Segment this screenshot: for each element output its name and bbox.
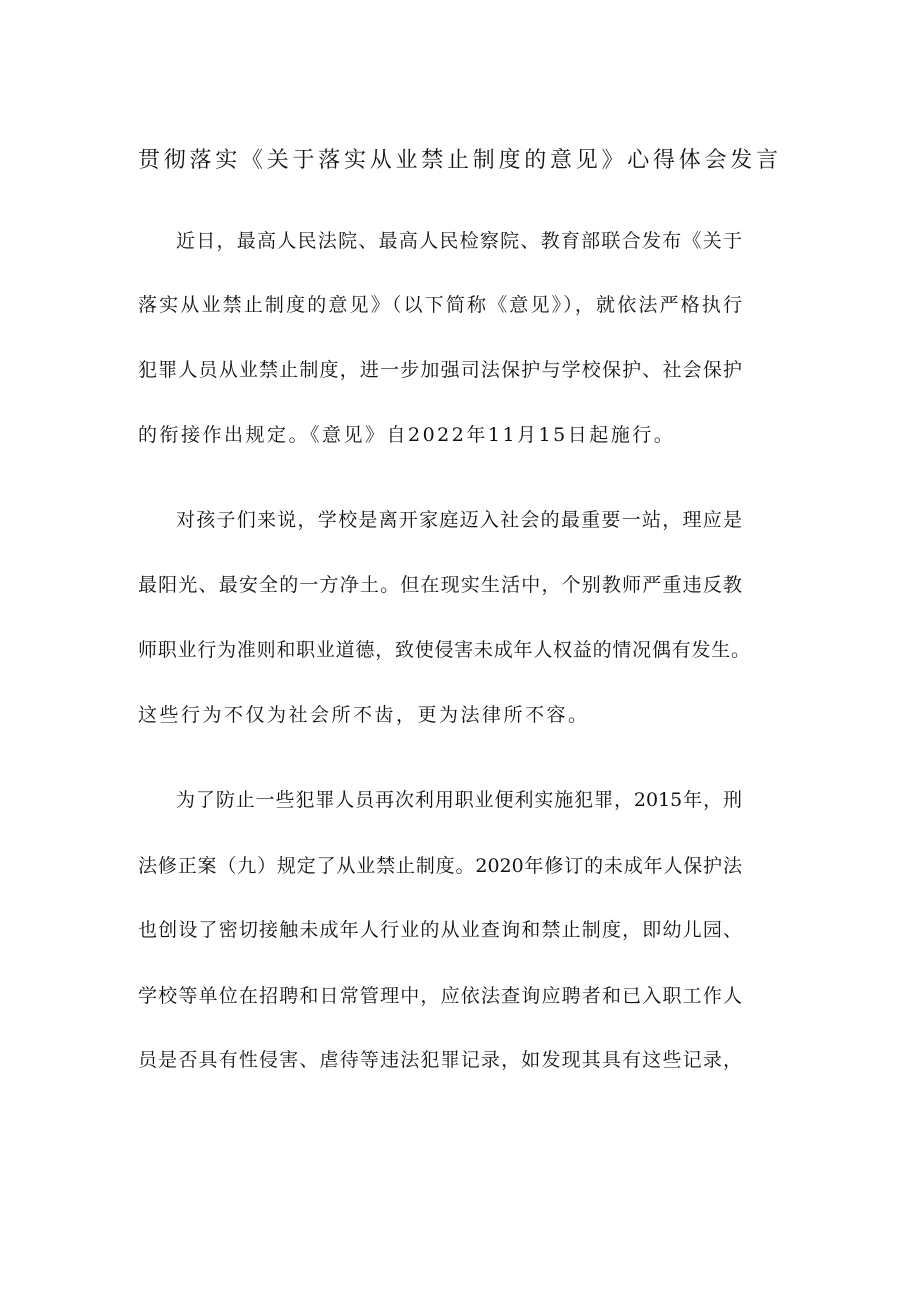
paragraph-line: 最阳光、最安全的一方净土。但在现实生活中，个别教师严重违反教 <box>138 574 742 596</box>
paragraph-line: 这些行为不仅为社会所不齿，更为法律所不容。 <box>138 704 590 726</box>
paragraph-line: 犯罪人员从业禁止制度，进一步加强司法保护与学校保护、社会保护 <box>138 359 742 381</box>
paragraph-line: 的衔接作出规定。《意见》自2022年11月15日起施行。 <box>138 424 676 446</box>
paragraph-line: 对孩子们来说，学校是离开家庭迈入社会的最重要一站，理应是 <box>176 509 742 531</box>
paragraph-line: 法修正案（九）规定了从业禁止制度。2020年修订的未成年人保护法 <box>138 855 742 877</box>
paragraph-line: 也创设了密切接触未成年人行业的从业查询和禁止制度，即幼儿园、 <box>138 919 742 941</box>
paragraph-line: 落实从业禁止制度的意见》（以下简称《意见》），就依法严格执行 <box>138 294 742 316</box>
document-title: 贯彻落实《关于落实从业禁止制度的意见》心得体会发言 <box>138 148 778 173</box>
paragraph-line: 员是否具有性侵害、虐待等违法犯罪记录，如发现其具有这些记录， <box>138 1049 742 1071</box>
paragraph-line: 近日，最高人民法院、最高人民检察院、教育部联合发布《关于 <box>176 230 742 252</box>
paragraph-line: 学校等单位在招聘和日常管理中，应依法查询应聘者和已入职工作人 <box>138 985 742 1007</box>
paragraph-line: 为了防止一些犯罪人员再次利用职业便利实施犯罪，2015年，刑 <box>176 789 742 811</box>
paragraph-line: 师职业行为准则和职业道德，致使侵害未成年人权益的情况偶有发生。 <box>138 639 750 661</box>
